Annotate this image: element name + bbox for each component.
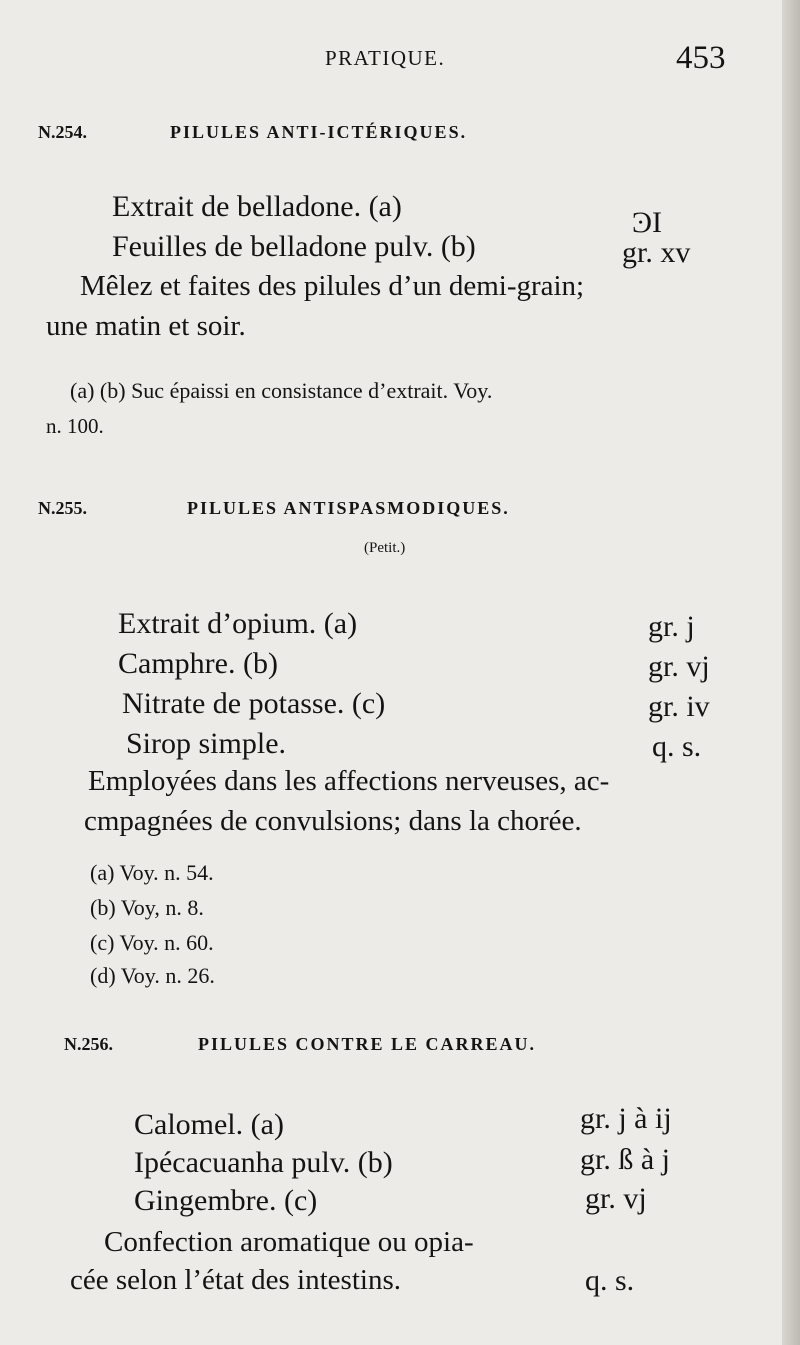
ingredient-dose: gr. vj xyxy=(648,650,710,683)
recipe-number: N.256. xyxy=(64,1034,113,1054)
footnote: (d) Voy. n. 26. xyxy=(90,963,215,988)
ingredient-name: Calomel. (a) xyxy=(134,1108,284,1141)
footnote: (c) Voy. n. 60. xyxy=(90,930,214,955)
instruction-line: cée selon l’état des intestins. xyxy=(70,1264,401,1296)
ingredient-dose: gr. vj xyxy=(585,1182,647,1215)
ingredient-dose: gr. xv xyxy=(622,236,691,269)
instruction-line: Mêlez et faites des pilules d’un demi-grain; xyxy=(80,270,585,302)
footnote: n. 100. xyxy=(46,414,104,438)
ingredient-name: Nitrate de potasse. (c) xyxy=(122,687,386,720)
ingredient-name: Extrait de belladone. (a) xyxy=(112,190,402,223)
ingredient-name: Ipécacuanha pulv. (b) xyxy=(134,1146,393,1179)
footnote: (a) Voy. n. 54. xyxy=(90,860,214,885)
recipe-title: PILULES ANTISPASMODIQUES. xyxy=(187,498,510,518)
ingredient-dose: gr. j à ij xyxy=(580,1102,672,1135)
running-title: PRATIQUE. xyxy=(325,46,446,70)
instruction-dose: q. s. xyxy=(585,1264,635,1297)
instruction-line: une matin et soir. xyxy=(46,310,246,342)
ingredient-dose: ϿΙ xyxy=(632,206,662,239)
recipe-title: PILULES CONTRE LE CARREAU. xyxy=(198,1034,537,1054)
ingredient-dose: gr. iv xyxy=(648,690,710,723)
ingredient-name: Extrait d’opium. (a) xyxy=(118,607,358,640)
ingredient-name: Camphre. (b) xyxy=(118,647,278,680)
instruction-line: Employées dans les affections nerveuses, ac- xyxy=(88,765,610,797)
footnote: (b) Voy, n. 8. xyxy=(90,895,204,920)
ingredient-name: Sirop simple. xyxy=(126,727,287,760)
recipe-title: PILULES ANTI-ICTÉRIQUES. xyxy=(170,122,468,142)
recipe-subtitle: (Petit.) xyxy=(364,540,406,556)
ingredient-name: Gingembre. (c) xyxy=(134,1184,318,1217)
recipe-number: N.255. xyxy=(38,498,87,518)
ingredient-dose: gr. ß à j xyxy=(580,1143,670,1176)
instruction-line: cmpagnées de convulsions; dans la chorée. xyxy=(84,805,582,837)
page-number: 453 xyxy=(676,40,726,76)
ingredient-dose: q. s. xyxy=(652,730,702,763)
page-edge xyxy=(782,0,800,1345)
ingredient-name: Feuilles de belladone pulv. (b) xyxy=(112,230,476,263)
footnote: (a) (b) Suc épaissi en consistance d’extrait. Voy. xyxy=(70,378,493,403)
recipe-number: N.254. xyxy=(38,122,87,142)
ingredient-dose: gr. j xyxy=(648,610,695,643)
instruction-line: Confection aromatique ou opia- xyxy=(104,1226,474,1258)
